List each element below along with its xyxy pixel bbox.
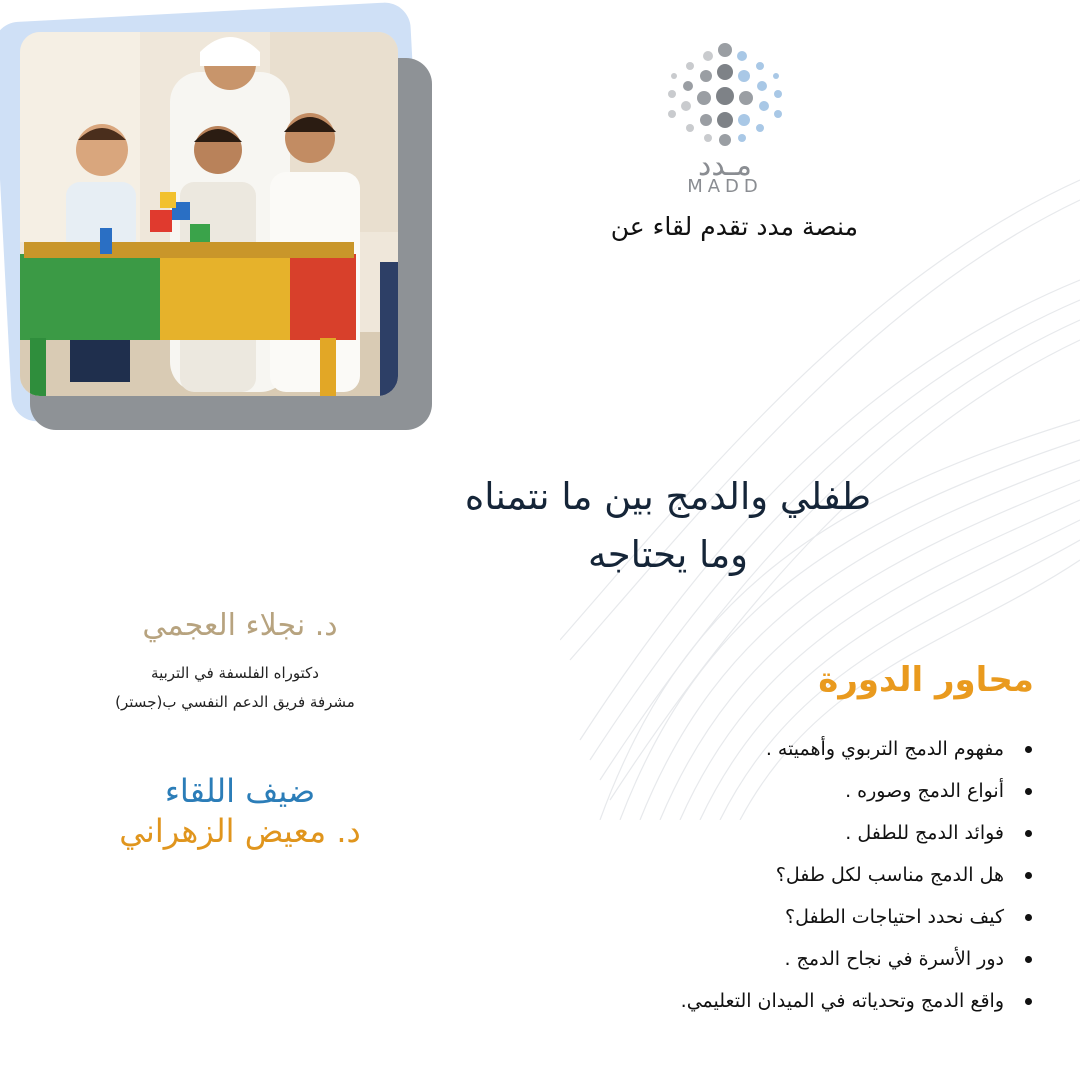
guest-label: ضيف اللقاء bbox=[164, 772, 316, 810]
event-title-line-2: وما يحتاجه bbox=[587, 533, 749, 576]
topic-item: فوائد الدمج للطفل . bbox=[681, 812, 1036, 854]
event-title-line-1: طفلي والدمج بين ما نتمناه bbox=[464, 475, 872, 518]
speaker-degree: دكتوراه الفلسفة في التربية bbox=[151, 664, 319, 682]
event-title bbox=[418, 468, 918, 584]
topic-item: دور الأسرة في نجاح الدمج . bbox=[681, 938, 1036, 980]
topic-item: كيف نحدد احتياجات الطفل؟ bbox=[681, 896, 1036, 938]
speaker-role: مشرفة فريق الدعم النفسي ب(جستر) bbox=[115, 693, 355, 711]
topic-item: مفهوم الدمج التربوي وأهميته . bbox=[681, 728, 1036, 770]
topics-heading: محاور الدورة bbox=[818, 660, 1034, 700]
topics-list bbox=[681, 728, 1036, 1022]
topic-item: أنواع الدمج وصوره . bbox=[681, 770, 1036, 812]
speaker-name: د. نجلاء العجمي bbox=[142, 608, 338, 643]
topic-item: واقع الدمج وتحدياته في الميدان التعليمي. bbox=[681, 980, 1036, 1022]
topic-item: هل الدمج مناسب لكل طفل؟ bbox=[681, 854, 1036, 896]
logo-arabic-wordmark: مـدد bbox=[698, 148, 752, 183]
guest-name: د. معيض الزهراني bbox=[119, 812, 361, 850]
children-playing-photo bbox=[20, 32, 398, 396]
intro-text: منصة مدد تقدم لقاء عن bbox=[610, 212, 858, 241]
logo-latin-wordmark: MADD bbox=[687, 176, 763, 197]
